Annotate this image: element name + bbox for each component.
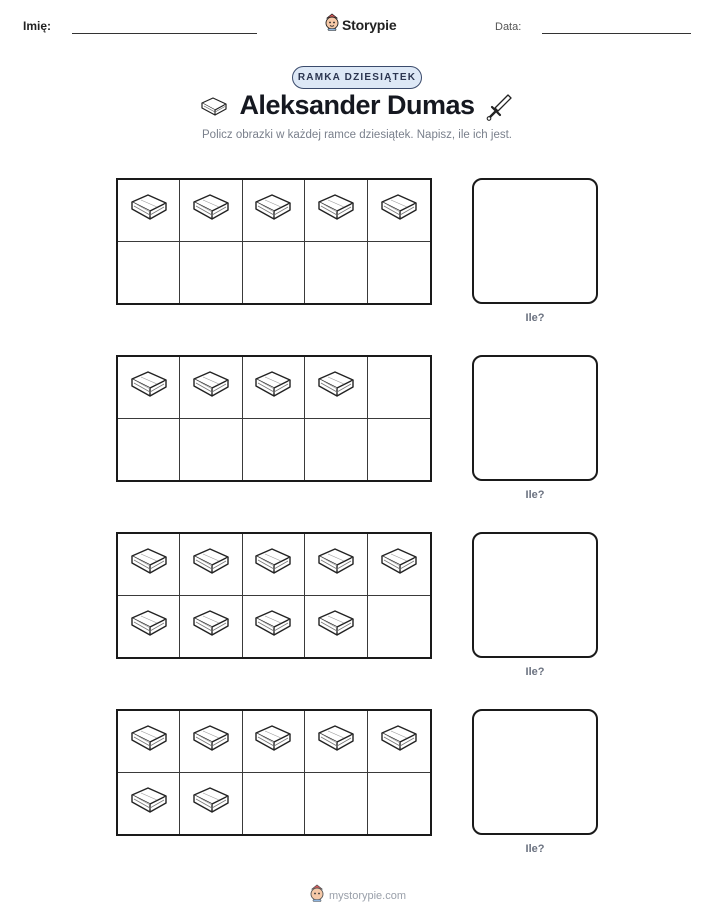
ten-frame-cell [243,534,305,596]
answer-label: Ile? [525,489,545,501]
ten-frame-cell [180,773,242,835]
ten-frame-cell [368,357,430,419]
ten-frame-cell [180,534,242,596]
book-icon [378,723,420,760]
answer-box[interactable] [472,532,598,658]
ten-frame-cell [305,357,367,419]
ten-frame-cell [243,357,305,419]
ten-frame-cell [368,242,430,304]
book-icon [128,192,170,229]
answer-box[interactable] [472,355,598,481]
answer-label: Ile? [525,312,545,324]
book-icon [315,369,357,406]
book-icon [315,546,357,583]
ten-frame [116,355,432,482]
ten-frame-cell [368,773,430,835]
book-icon [128,723,170,760]
ten-frame-cell [368,711,430,773]
storypie-mascot-icon [309,884,325,907]
footer [309,884,406,907]
ten-frame-cell [368,534,430,596]
book-icon [128,546,170,583]
book-icon [128,785,170,822]
ten-frame-cell [118,534,180,596]
ten-frame-cell [305,180,367,242]
ten-frame-cell [243,180,305,242]
sword-icon [486,93,514,128]
brand-name: Storypie [342,16,397,33]
ten-frame-cell [118,773,180,835]
book-icon [190,723,232,760]
ten-frame-cell [118,242,180,304]
ten-frame-cell [305,242,367,304]
instructions: Policz obrazki w każdej ramce dziesiątek. Napisz, ile ich jest. [202,129,512,141]
book-icon [190,546,232,583]
answer-box[interactable] [472,709,598,835]
book-icon [190,608,232,645]
book-icon [190,785,232,822]
ten-frame-cell [305,596,367,658]
ten-frame-cell [305,711,367,773]
storypie-mascot-icon [324,13,340,36]
brand-logo [324,13,396,36]
ten-frame-cell [118,596,180,658]
ten-frame-cell [305,773,367,835]
ten-frame-cell [305,419,367,481]
name-field[interactable] [72,33,257,34]
ten-frame-cell [180,357,242,419]
page-title: Aleksander Dumas [239,90,475,120]
ten-frame-cell [243,242,305,304]
ten-frame-cell [243,711,305,773]
book-icon [378,192,420,229]
ten-frame-cell [243,596,305,658]
answer-label: Ile? [525,666,545,678]
book-icon [190,369,232,406]
ten-frame-cell [180,596,242,658]
ten-frame-cell [118,357,180,419]
book-icon [252,546,294,583]
book-icon [378,546,420,583]
ten-frame [116,532,432,659]
ten-frame-cell [180,242,242,304]
footer-url: mystorypie.com [329,889,407,902]
book-icon [190,192,232,229]
book-icon [315,608,357,645]
book-icon [128,369,170,406]
book-icon [315,192,357,229]
book-icon [252,723,294,760]
ten-frame-cell [118,711,180,773]
book-icon [128,608,170,645]
ten-frame-cell [243,773,305,835]
book-icon [252,608,294,645]
date-label: Data: [495,21,522,33]
ten-frame-cell [118,180,180,242]
answer-box[interactable] [472,178,598,304]
ten-frame-cell [180,180,242,242]
ten-frame [116,709,432,836]
ten-frame-cell [118,419,180,481]
worksheet-type-badge: RAMKA DZIESIĄTEK [292,66,422,89]
name-label: Imię: [23,19,52,33]
ten-frame [116,178,432,305]
ten-frame-cell [180,711,242,773]
ten-frame-cell [368,419,430,481]
answer-label: Ile? [525,843,545,855]
ten-frame-cell [180,419,242,481]
book-icon [315,723,357,760]
date-field[interactable] [542,33,691,34]
ten-frame-cell [305,534,367,596]
book-icon [252,192,294,229]
book-icon [252,369,294,406]
ten-frame-cell [243,419,305,481]
ten-frame-cell [368,180,430,242]
ten-frame-cell [368,596,430,658]
